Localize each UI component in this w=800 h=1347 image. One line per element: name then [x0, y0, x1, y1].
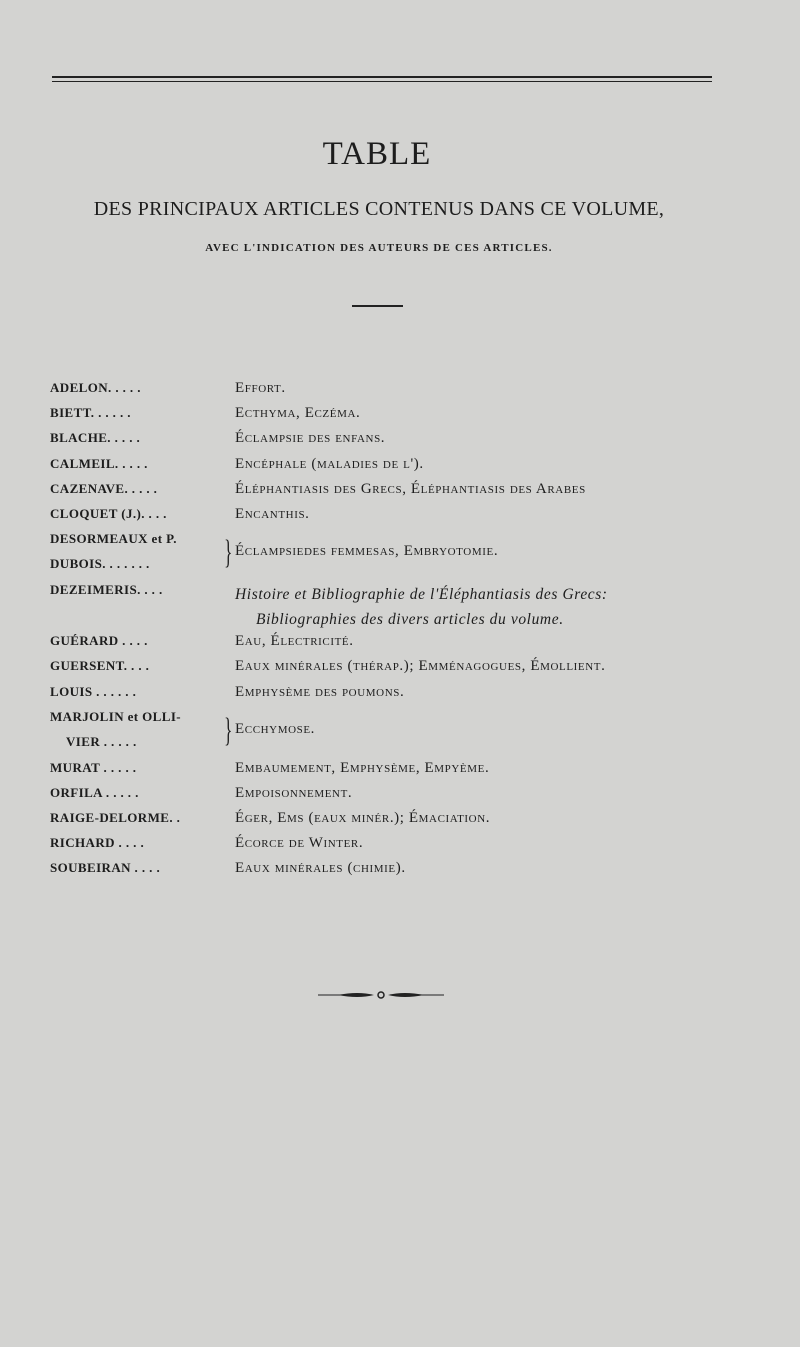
author-name: ORFILA . . . . .: [50, 784, 139, 800]
list-item: [50, 481, 770, 506]
divider: [352, 305, 403, 307]
brace-icon: }: [224, 711, 233, 749]
author-name: DEZEIMERIS. . . .: [50, 582, 163, 598]
list-item: [50, 760, 770, 785]
article-title: Encanthis.: [235, 505, 310, 522]
page-subtitle-secondary: AVEC L'INDICATION DES AUTEURS DE CES ARTICLES.: [205, 242, 553, 254]
article-title: Écorce de Winter.: [235, 835, 364, 852]
author-name: MURAT . . . . .: [50, 759, 137, 775]
list-item: [50, 633, 770, 658]
author-name: CAZENAVE. . . . .: [50, 480, 158, 496]
author-name: BIETT. . . . . .: [50, 405, 131, 421]
page-subtitle: DES PRINCIPAUX ARTICLES CONTENUS DANS CE VOLUME,: [93, 198, 665, 220]
article-title: Effort.: [235, 380, 286, 396]
article-title: Histoire et Bibliographie de l'Éléphantiasis des Grecs:: [235, 586, 608, 604]
contents-list: [50, 380, 770, 886]
article-title: Emphysème des poumons.: [235, 683, 405, 700]
page-title: TABLE: [322, 136, 432, 172]
list-item: [50, 835, 770, 860]
author-name: CLOQUET (J.). . . .: [50, 505, 167, 521]
author-name: GUÉRARD . . . .: [50, 633, 148, 649]
ornament-icon: [318, 988, 444, 1002]
article-title: Ecthyma, Eczéma.: [235, 405, 361, 422]
article-title: Éger, Ems (eaux minér.); Émaciation.: [235, 810, 491, 827]
list-item: [50, 810, 770, 835]
list-item: [50, 506, 770, 531]
list-item: [50, 430, 770, 455]
article-title: Eau, Électricité.: [235, 633, 354, 650]
list-item: [50, 380, 770, 405]
author-name: SOUBEIRAN . . . .: [50, 860, 161, 876]
list-item: [50, 531, 770, 582]
author-name: DESORMEAUX et P.: [50, 531, 177, 547]
list-item: [50, 456, 770, 481]
article-title: Eaux minérales (thérap.); Emménagogues, Émollient.: [235, 658, 606, 675]
article-title-continued: Bibliographies des divers articles du volume.: [256, 611, 564, 629]
article-title: Eaux minérales (chimie).: [235, 860, 406, 877]
article-title: Éclampsiedes femmesas, Embryotomie.: [235, 543, 499, 560]
article-title: Encéphale (maladies de l').: [235, 455, 424, 472]
author-name-continued: VIER . . . . .: [66, 733, 137, 749]
article-title: Embaumement, Emphysème, Empyème.: [235, 759, 490, 776]
author-name: MARJOLIN et OLLI-: [50, 708, 182, 724]
top-rule-thin: [52, 81, 712, 82]
author-name: RAIGE-DELORME. .: [50, 810, 181, 826]
brace-icon: }: [224, 534, 233, 572]
article-title: Éclampsie des enfans.: [235, 430, 386, 447]
author-name: GUERSENT. . . .: [50, 658, 150, 674]
list-item: [50, 405, 770, 430]
list-item: [50, 582, 770, 633]
article-title: Ecchymose.: [235, 720, 316, 737]
list-item: [50, 860, 770, 885]
article-title: Empoisonnement.: [235, 784, 353, 801]
author-name: RICHARD . . . .: [50, 835, 145, 851]
author-name: CALMEIL. . . . .: [50, 455, 148, 471]
list-item: [50, 709, 770, 760]
list-item: [50, 785, 770, 810]
list-item: [50, 658, 770, 683]
top-rule: [52, 76, 712, 78]
author-name: BLACHE. . . . .: [50, 430, 141, 446]
author-name-continued: DUBOIS. . . . . . .: [50, 556, 150, 572]
author-name: ADELON. . . . .: [50, 380, 141, 395]
list-item: [50, 684, 770, 709]
author-name: LOUIS . . . . . .: [50, 683, 137, 699]
article-title: Éléphantiasis des Grecs, Éléphantiasis des Arabes: [235, 480, 586, 497]
